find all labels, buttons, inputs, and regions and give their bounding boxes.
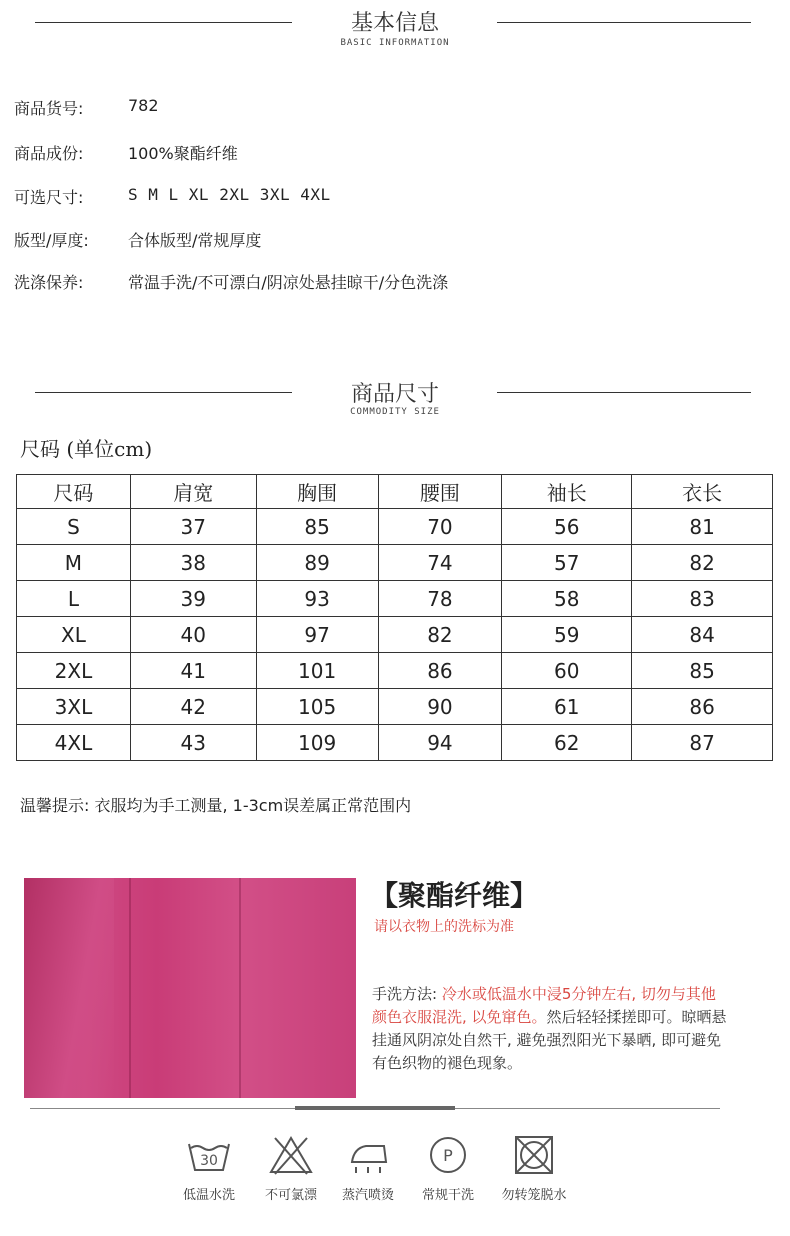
table-cell: 89 bbox=[256, 545, 378, 581]
info-value: 合体版型/常规厚度 bbox=[128, 231, 262, 250]
measurement-tip: 温馨提示: 衣服均为手工测量, 1-3cm误差属正常范围内 bbox=[20, 796, 412, 815]
table-cell: 57 bbox=[502, 545, 632, 581]
table-cell: 74 bbox=[378, 545, 502, 581]
table-cell: L bbox=[17, 581, 131, 617]
table-header-row bbox=[17, 475, 773, 509]
table-cell: S bbox=[17, 509, 131, 545]
column-header: 尺码 bbox=[17, 475, 131, 509]
care-symbol-label: 低温水洗 bbox=[182, 1188, 235, 1203]
low-temp-wash-icon bbox=[185, 1134, 233, 1176]
column-header: 衣长 bbox=[632, 475, 773, 509]
table-cell: 43 bbox=[130, 725, 256, 761]
table-cell: 62 bbox=[502, 725, 632, 761]
fabric-seam bbox=[239, 878, 241, 1098]
table-cell: 41 bbox=[130, 653, 256, 689]
method-label: 手洗方法: bbox=[372, 985, 438, 1003]
table-cell: 38 bbox=[130, 545, 256, 581]
hand-wash-instructions bbox=[372, 983, 728, 1075]
table-row bbox=[17, 545, 773, 581]
table-cell: 4XL bbox=[17, 725, 131, 761]
info-value: 782 bbox=[128, 96, 159, 115]
table-row bbox=[17, 617, 773, 653]
table-cell: 59 bbox=[502, 617, 632, 653]
method-detail: 然后轻轻揉搓即可。晾晒悬挂通风阴凉处自然干, 避免强烈阳光下暴晒, 即可避免有色织物的褪色现象。 bbox=[372, 1008, 727, 1072]
table-cell: 93 bbox=[256, 581, 378, 617]
table-row bbox=[17, 653, 773, 689]
table-cell: 94 bbox=[378, 725, 502, 761]
table-cell: 81 bbox=[632, 509, 773, 545]
care-symbol-label: 蒸汽喷烫 bbox=[341, 1188, 394, 1203]
table-cell: 85 bbox=[632, 653, 773, 689]
divider-accent bbox=[295, 1106, 455, 1110]
table-cell: 87 bbox=[632, 725, 773, 761]
section-title: 基本信息 bbox=[350, 11, 439, 36]
table-cell: 83 bbox=[632, 581, 773, 617]
care-symbol-no-tumble-dry bbox=[484, 1134, 584, 1203]
table-cell: 86 bbox=[378, 653, 502, 689]
care-symbol-dry-clean bbox=[398, 1134, 498, 1203]
table-cell: 58 bbox=[502, 581, 632, 617]
no-tumble-dry-icon bbox=[510, 1134, 558, 1176]
section-title: 商品尺寸 bbox=[350, 382, 439, 407]
table-cell: 39 bbox=[130, 581, 256, 617]
table-cell: 56 bbox=[502, 509, 632, 545]
info-value: 100%聚酯纤维 bbox=[128, 144, 238, 163]
care-symbol-label: 常规干洗 bbox=[421, 1188, 474, 1203]
info-label: 洗涤保养: bbox=[14, 273, 84, 292]
table-row bbox=[17, 689, 773, 725]
table-cell: XL bbox=[17, 617, 131, 653]
care-symbol-label: 不可氯漂 bbox=[264, 1188, 317, 1203]
fabric-fold bbox=[24, 878, 114, 1098]
care-symbol-label: 勿转笼脱水 bbox=[501, 1188, 567, 1203]
info-value: S M L XL 2XL 3XL 4XL bbox=[128, 185, 331, 204]
no-bleach-icon bbox=[267, 1134, 315, 1176]
svg-text:30: 30 bbox=[200, 1153, 218, 1169]
size-unit-note: 尺码 (单位cm) bbox=[20, 437, 153, 461]
table-cell: 82 bbox=[632, 545, 773, 581]
table-cell: 42 bbox=[130, 689, 256, 725]
section-subtitle: BASIC INFORMATION bbox=[340, 38, 450, 48]
table-cell: 86 bbox=[632, 689, 773, 725]
fabric-swatch-image bbox=[24, 878, 356, 1098]
column-header: 胸围 bbox=[256, 475, 378, 509]
table-cell: 84 bbox=[632, 617, 773, 653]
table-row bbox=[17, 725, 773, 761]
table-cell: 85 bbox=[256, 509, 378, 545]
table-row bbox=[17, 581, 773, 617]
table-cell: 101 bbox=[256, 653, 378, 689]
table-cell: 3XL bbox=[17, 689, 131, 725]
column-header: 肩宽 bbox=[130, 475, 256, 509]
table-row bbox=[17, 509, 773, 545]
fabric-title: 【聚酯纤维】 bbox=[370, 879, 539, 912]
column-header: 腰围 bbox=[378, 475, 502, 509]
method-warning: 冷水或低温水中浸5分钟左右, 切勿与其他颜色衣服混洗, 以免窜色。 bbox=[372, 985, 716, 1026]
table-cell: 109 bbox=[256, 725, 378, 761]
table-cell: M bbox=[17, 545, 131, 581]
table-cell: 61 bbox=[502, 689, 632, 725]
table-cell: 90 bbox=[378, 689, 502, 725]
info-label: 商品货号: bbox=[14, 99, 84, 118]
table-cell: 105 bbox=[256, 689, 378, 725]
table-cell: 2XL bbox=[17, 653, 131, 689]
table-cell: 70 bbox=[378, 509, 502, 545]
fabric-seam bbox=[129, 878, 131, 1098]
steam-iron-icon bbox=[344, 1134, 392, 1176]
fabric-subtitle: 请以衣物上的洗标为准 bbox=[374, 919, 514, 935]
table-cell: 97 bbox=[256, 617, 378, 653]
svg-text:P: P bbox=[443, 1146, 453, 1165]
info-label: 版型/厚度: bbox=[14, 231, 89, 250]
table-cell: 60 bbox=[502, 653, 632, 689]
section-subtitle: COMMODITY SIZE bbox=[350, 407, 440, 417]
table-cell: 37 bbox=[130, 509, 256, 545]
table-cell: 40 bbox=[130, 617, 256, 653]
info-label: 商品成份: bbox=[14, 144, 84, 163]
info-value: 常温手洗/不可漂白/阴凉处悬挂晾干/分色洗涤 bbox=[128, 273, 449, 292]
dry-clean-icon bbox=[424, 1134, 472, 1176]
column-header: 袖长 bbox=[502, 475, 632, 509]
table-cell: 82 bbox=[378, 617, 502, 653]
size-table bbox=[16, 474, 773, 761]
info-label: 可选尺寸: bbox=[14, 188, 84, 207]
table-cell: 78 bbox=[378, 581, 502, 617]
